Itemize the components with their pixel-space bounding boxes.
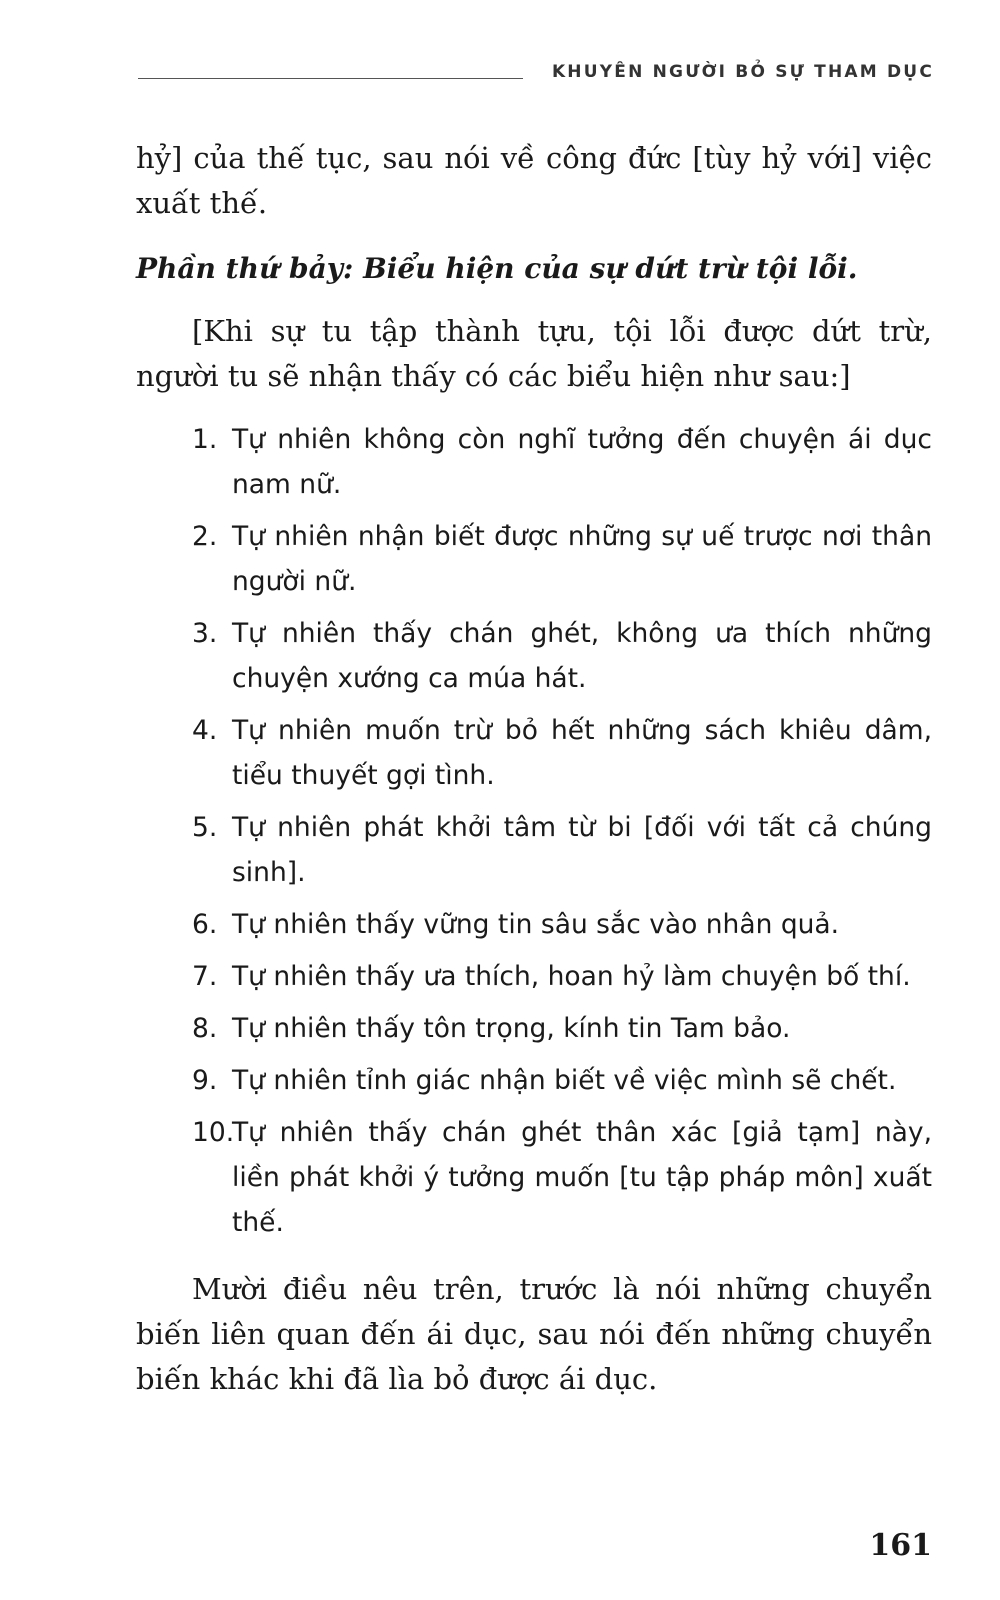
list-item-number: 4. <box>192 715 218 746</box>
list-item <box>136 1058 932 1103</box>
list-item-text: Tự nhiên thấy ưa thích, hoan hỷ làm chuyện bố thí. <box>232 961 911 992</box>
list-item-text: Tự nhiên thấy vững tin sâu sắc vào nhân quả. <box>232 909 840 940</box>
intro-paragraph: hỷ] của thế tục, sau nói về công đức [tùy hỷ với] việc xuất thế. <box>136 141 932 220</box>
list-item-number: 2. <box>192 521 218 552</box>
section-heading: Phần thứ bảy: Biểu hiện của sự dứt trừ tội lỗi. <box>136 252 858 285</box>
list-item-number: 5. <box>192 812 218 843</box>
list-item-number: 7. <box>192 961 218 992</box>
lead-paragraph: [Khi sự tu tập thành tựu, tội lỗi được dứt trừ, người tu sẽ nhận thấy có các biểu hiện như sau:] <box>136 314 932 393</box>
list-item-number: 1. <box>192 424 218 455</box>
list-item-number: 8. <box>192 1013 218 1044</box>
list-item-number: 3. <box>192 618 218 649</box>
numbered-list <box>136 417 932 1245</box>
list-item <box>136 1006 932 1051</box>
list-item <box>136 708 932 798</box>
header-title: KHUYÊN NGƯỜI BỎ SỰ THAM DỤC <box>551 62 934 82</box>
list-item-number: 9. <box>192 1065 218 1096</box>
list-item-text: Tự nhiên thấy tôn trọng, kính tin Tam bảo. <box>232 1013 791 1044</box>
list-item-text: Tự nhiên tỉnh giác nhận biết về việc mình sẽ chết. <box>232 1065 897 1096</box>
list-item <box>136 611 932 701</box>
list-item-text: Tự nhiên thấy chán ghét, không ưa thích những chuyện xướng ca múa hát. <box>232 618 932 694</box>
list-item <box>136 514 932 604</box>
header-rule <box>138 78 523 79</box>
list-item-text: Tự nhiên nhận biết được những sự uế trược nơi thân người nữ. <box>232 521 932 597</box>
list-item-text: Tự nhiên thấy chán ghét thân xác [giả tạm] này, liền phát khởi ý tưởng muốn [tu tập pháp môn] xuất thế. <box>232 1117 932 1238</box>
list-item-text: Tự nhiên không còn nghĩ tưởng đến chuyện ái dục nam nữ. <box>232 424 932 500</box>
page-number: 161 <box>869 1528 932 1563</box>
list-item <box>136 1110 932 1245</box>
list-item <box>136 417 932 507</box>
list-item <box>136 954 932 999</box>
page-body <box>136 136 932 1402</box>
list-item <box>136 805 932 895</box>
list-item-number: 6. <box>192 909 218 940</box>
list-item-text: Tự nhiên muốn trừ bỏ hết những sách khiêu dâm, tiểu thuyết gợi tình. <box>232 715 932 791</box>
closing-paragraph: Mười điều nêu trên, trước là nói những chuyển biến liên quan đến ái dục, sau nói đến những chuyển biến khác khi đã lìa bỏ được ái dục. <box>136 1272 932 1396</box>
list-item <box>136 902 932 947</box>
running-header <box>138 58 934 88</box>
list-item-text: Tự nhiên phát khởi tâm từ bi [đối với tất cả chúng sinh]. <box>232 812 932 888</box>
list-item-number: 10. <box>192 1117 235 1148</box>
